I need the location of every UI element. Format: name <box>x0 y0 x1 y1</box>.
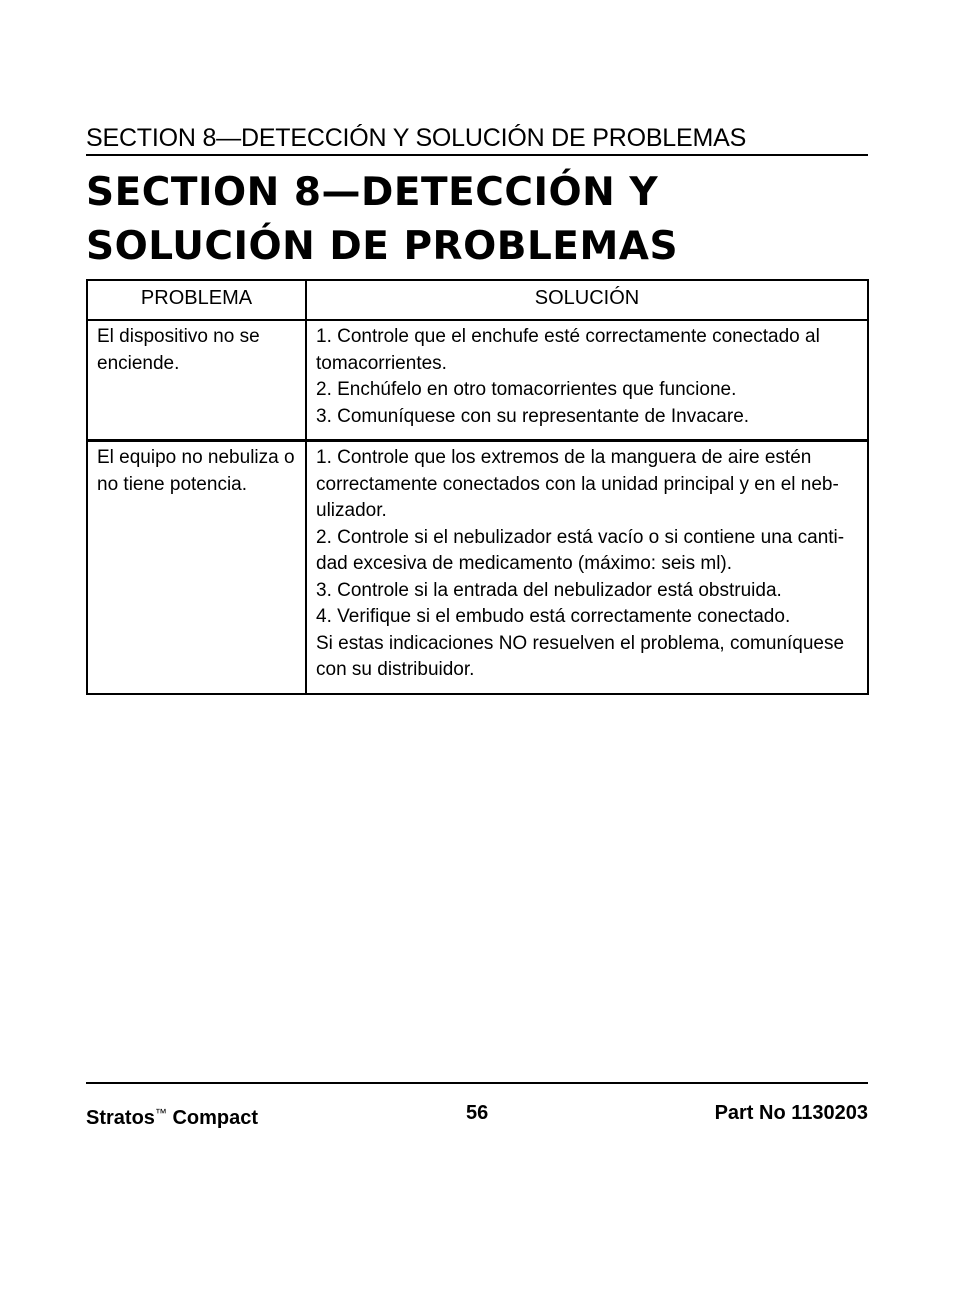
solution-step: 3. Controle si la entrada del nebulizador está obstruida. <box>316 579 782 601</box>
footer-rule <box>86 1082 868 1084</box>
trademark-symbol: ™ <box>154 1106 167 1120</box>
page-title-line-1: SECTION 8—DETECCIÓN Y <box>86 170 659 215</box>
footer-product-name <box>86 1099 258 1132</box>
page-footer <box>86 1099 868 1127</box>
column-header-problem: PROBLEMA <box>87 280 306 320</box>
solution-step: 3. Comuníquese con su representante de Invacare. <box>316 405 750 427</box>
page-title <box>86 166 868 274</box>
solution-cell <box>306 441 868 694</box>
solution-cell <box>306 320 868 441</box>
header-rule <box>86 154 868 156</box>
column-header-solution: SOLUCIÓN <box>306 280 868 320</box>
solution-step: 4. Verifique si el embudo está correctamente conectado. <box>316 606 791 627</box>
troubleshooting-table <box>86 279 869 695</box>
running-header: SECTION 8—DETECCIÓN Y SOLUCIÓN DE PROBLEMAS <box>86 124 747 152</box>
product-model: Compact <box>172 1107 259 1129</box>
table-header-row <box>87 280 868 320</box>
problem-cell: El equipo no nebuliza o no tiene potencia. <box>87 441 306 694</box>
part-number: Part No 1130203 <box>714 1102 868 1124</box>
problem-cell: El dispositivo no se enciende. <box>87 320 306 441</box>
solution-step: 2. Enchúfelo en otro tomacorrientes que funcione. <box>316 379 737 400</box>
page-number: 56 <box>466 1102 489 1124</box>
solution-step: 1. Controle que el enchufe esté correctamente conectado al tomacorrientes. <box>316 326 820 374</box>
page-title-line-2: SOLUCIÓN DE PROBLEMAS <box>86 224 679 269</box>
solution-step: 2. Controle si el nebulizador está vacío o si contiene una cantidad excesiva de medicamento (máximo: seis ml). <box>316 526 845 574</box>
solution-step: 1. Controle que los extremos de la manguera de aire estén correctamente conectados con la unidad principal y en el nebulizador. <box>316 447 839 521</box>
table-row <box>87 320 868 441</box>
product-name: Stratos <box>86 1107 155 1129</box>
table-row <box>87 441 868 694</box>
solution-note: Si estas indicaciones NO resuelven el problema, comuníquese con su distribuidor. <box>316 632 845 680</box>
